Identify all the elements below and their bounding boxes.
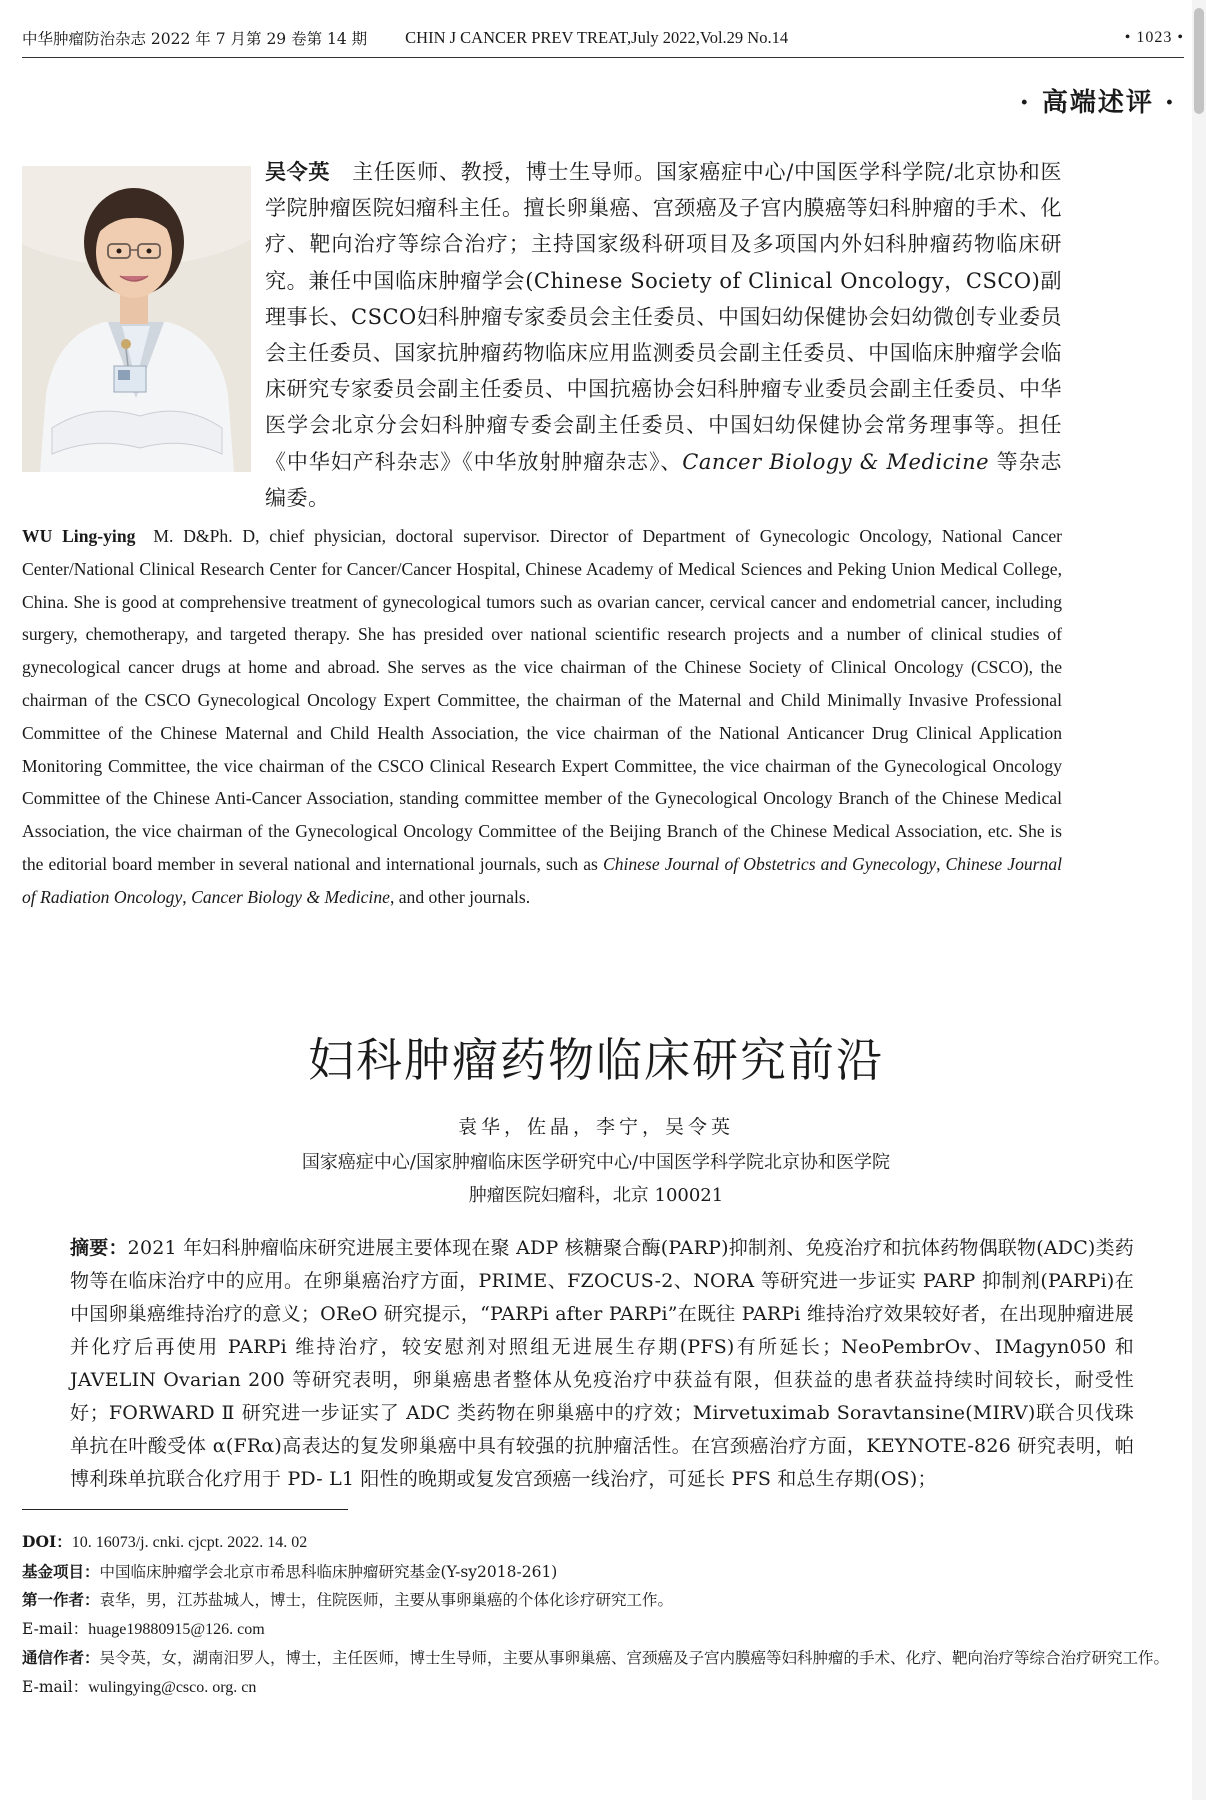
- journal-title-3: Cancer Biology & Medicine: [191, 886, 390, 907]
- author-bio-en-text: M. D&Ph. D, chief physician, doctoral supervisor. Director of Department of Gynecologic Oncology, National Cancer Center/National Clinical Research Center for Cancer/Cancer Hospital, Chinese Academy of Medical Sciences and Peking Union Medical College, China. She is good at comprehensive treatment of gynecological tumors such as ovarian cancer, cervical cancer and endometrial cancer, including surgery, chemotherapy, and targeted therapy. She has presided over national scientific research projects and a number of clinical studies of gynecological cancer drugs at home and abroad. She serves as the vice chairman of the Chinese Society of Clinical Oncology (CSCO), the chairman of the CSCO Gynecological Oncology Expert Committee, the chairman of the Maternal and Child Minimally Invasive Professional Committee of the Chinese Maternal and Child Health Association, the vice chairman of the National Anticancer Drug Clinical Application Monitoring Committee, the vice chairman of the CSCO Clinical Research Expert Committee, the vice chairman of the Gynecological Oncology Committee of the Chinese Anti-Cancer Association, standing committee member of the Gynecological Oncology Branch of the Chinese Medical Association, the vice chairman of the Gynecological Oncology Committee of the Beijing Branch of the Chinese Medical Association, etc. She is the editorial board member in several national and international journals, such as: [22, 526, 1062, 874]
- header-rule: [22, 57, 1184, 58]
- doi-value: 10. 16073/j. cnki. cjcpt. 2022. 14. 02: [71, 1534, 308, 1551]
- author-name-en: WU Ling-ying: [22, 526, 136, 546]
- fund-value: 中国临床肿瘤学会北京市希思科临床肿瘤研究基金(Y-sy2018-261): [99, 1562, 558, 1581]
- author-name-cn: 吴令英: [265, 159, 331, 184]
- abstract-text: 2021 年妇科肿瘤临床研究进展主要体现在聚 ADP 核糖聚合酶(PARP)抑制剂、免疫治疗和抗体药物偶联物(ADC)类药物等在临床治疗中的应用。在卵巢癌治疗方面，PRIME、FZOCUS-2、NORA 等研究进一步证实 PARP 抑制剂(PARPi)在中国卵巢癌维持治疗的意义；OReO 研究提示，“PARPi after PARPi”在既往 PARPi 维持治疗效果较好者，在出现肿瘤进展并化疗后再使用 PARPi 维持治疗，较安慰剂对照组无进展生存期(PFS)有所延长；NeoPembrOv、IMagyn050 和 JAVELIN Ovarian 200 等研究表明，卵巢癌患者整体从免疫治疗中获益有限，但获益的患者获益持续时间较长，耐受性好；FORWARD Ⅱ 研究进一步证实了 ADC 类药物在卵巢癌中的疗效；Mirvetuximab Soravtansine(MIRV)联合贝伐珠单抗在叶酸受体 α(FRα)高表达的复发卵巢癌中具有较强的抗肿瘤活性。在宫颈癌治疗方面，KEYNOTE-826 研究表明，帕博利珠单抗联合化疗用于 PD- L1 阳性的晚期或复发宫颈癌一线治疗，可延长 PFS 和总生存期(OS)；: [70, 1237, 1134, 1490]
- author-bio-en-tail: , and other journals.: [389, 886, 531, 907]
- first-author-label: 第一作者：: [22, 1590, 100, 1609]
- journal-name-cn: 中华肿瘤防治杂志 2022 年 7 月第 29 卷第 14 期: [22, 30, 368, 48]
- journal-title-2: Chinese Journal of Radiation Oncology: [22, 853, 1063, 907]
- article-title: 妇科肿瘤药物临床研究前沿: [308, 1033, 884, 1087]
- author-bio-cn: [22, 154, 1062, 516]
- footnote-doi: [22, 1528, 1182, 1558]
- author-bio-cn-tail: 等杂志编委。: [265, 449, 1062, 510]
- affiliation-line-2: 肿瘤医院妇瘤科，北京 100021: [468, 1185, 724, 1206]
- page-number: • 1023 •: [1124, 29, 1184, 46]
- scrollbar-thumb[interactable]: [1194, 8, 1204, 114]
- footnote-email-1: [22, 1615, 1182, 1645]
- footnote-rule: [22, 1509, 348, 1510]
- fund-label: 基金项目：: [22, 1561, 100, 1581]
- running-header: [22, 26, 1184, 50]
- journal-title-1: Chinese Journal of Obstetrics and Gynecology: [602, 853, 937, 874]
- journal-title-cbm: Cancer Biology & Medicine: [682, 449, 990, 474]
- author-bio-en: [22, 520, 1062, 914]
- separator-2: ,: [182, 886, 192, 907]
- doi-label: DOI：: [22, 1532, 72, 1551]
- email-1-label: E-mail：: [22, 1619, 89, 1638]
- photo-wrap-space: [22, 154, 265, 490]
- email-2-label: E-mail：: [22, 1677, 89, 1696]
- journal-name-en: CHIN J CANCER PREV TREAT,July 2022,Vol.29 No.14: [405, 28, 789, 47]
- footnote-first-author: [22, 1586, 1182, 1615]
- abstract: [70, 1232, 1134, 1496]
- vertical-scrollbar[interactable]: [1192, 0, 1206, 1800]
- author-bio-cn-text: 主任医师、教授，博士生导师。国家癌症中心/中国医学科学院/北京协和医学院肿瘤医院妇瘤科主任。擅长卵巢癌、宫颈癌及子宫内膜癌等妇科肿瘤的手术、化疗、靶向治疗等综合治疗；主持国家级科研项目及多项国内外妇科肿瘤药物临床研究。兼任中国临床肿瘤学会(Chinese Society of Clinical Oncology，CSCO)副理事长、CSCO妇科肿瘤专家委员会主任委员、中国妇幼保健协会妇幼微创专业委员会主任委员、国家抗肿瘤药物临床应用监测委员会副主任委员、中国临床肿瘤学会临床研究专家委员会副主任委员、中国抗癌协会妇科肿瘤专业委员会副主任委员、中华医学会北京分会妇科肿瘤专委会副主任委员、中国妇幼保健协会常务理事等。担任《中华妇产科杂志》《中华放射肿瘤杂志》、: [265, 160, 1063, 474]
- footnote-corresponding: [22, 1644, 1182, 1673]
- separator-1: ,: [936, 853, 946, 874]
- affiliation-line-1: 国家癌症中心/国家肿瘤临床医学研究中心/中国医学科学院北京协和医学院: [301, 1152, 891, 1173]
- email-2-link[interactable]: wulingying@csco. org. cn: [88, 1678, 257, 1696]
- article-authors: 袁华，佐晶，李宁，吴令英: [457, 1116, 734, 1138]
- footnotes: [22, 1528, 1182, 1702]
- first-author-value: 袁华，男，江苏盐城人，博士，住院医师，主要从事卵巢癌的个体化诊疗研究工作。: [99, 1591, 674, 1609]
- corr-label: 通信作者：: [22, 1648, 100, 1667]
- email-1-link[interactable]: huage19880915@126. com: [88, 1620, 265, 1638]
- footnote-email-2: [22, 1673, 1182, 1703]
- corr-value: 吴令英，女，湖南汨罗人，博士，主任医师，博士生导师，主要从事卵巢癌、宫颈癌及子宫内膜癌等妇科肿瘤的手术、化疗、靶向治疗等综合治疗研究工作。: [99, 1649, 1170, 1667]
- section-label: · 高端述评 ·: [1019, 88, 1176, 118]
- abstract-label: 摘要：: [70, 1237, 128, 1259]
- footnote-fund: [22, 1558, 1182, 1587]
